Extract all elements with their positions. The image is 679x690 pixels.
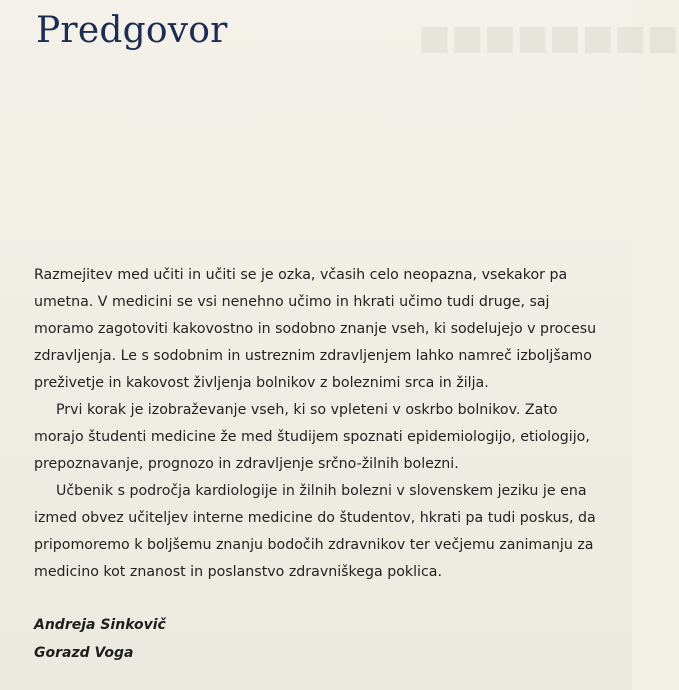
preface-body [34,262,604,586]
paragraph-3: Učbenik s področja kardiologije in žilnih bolezni v slovenskem jeziku je ena izmed obvez učiteljev interne medicine do študentov, hkrati pa tudi poskus, da pripomoremo k boljšemu znanju bodočih zdravnikov ter večjemu zanimanju za medicino kot znanost in poslanstvo zdravniškega poklica. [34,483,596,580]
author-name-1: Andreja Sinkovič [34,617,166,633]
author-signatures [34,611,166,667]
author-name-2: Gorazd Voga [34,645,134,661]
paragraph-2: Prvi korak je izobraževanje vseh, ki so vpleteni v oskrbo bolnikov. Zato morajo študenti medicine že med študijem spoznati epidemiologijo, etiologijo, prepoznavanje, prognozo in zdravljenje srčno-žilnih bolezni. [34,402,590,472]
paragraph-1: Razmejitev med učiti in učiti se je ozka, včasih celo neopazna, vsekakor pa umetna. V medicini se vsi nenehno učimo in hkrati učimo tudi druge, saj moramo zagotoviti kakovostno in sodobno znanje vseh, ki sodelujejo v procesu zdravljenja. Le s sodobnim in ustreznim zdravljenjem lahko namreč izboljšamo preživetje in kakovost življenja bolnikov z boleznimi srca in žilja. [34,267,597,391]
bleed-through-decoration: ■■■■■■■■ [418,18,679,58]
page-title: Predgovor [36,10,228,51]
